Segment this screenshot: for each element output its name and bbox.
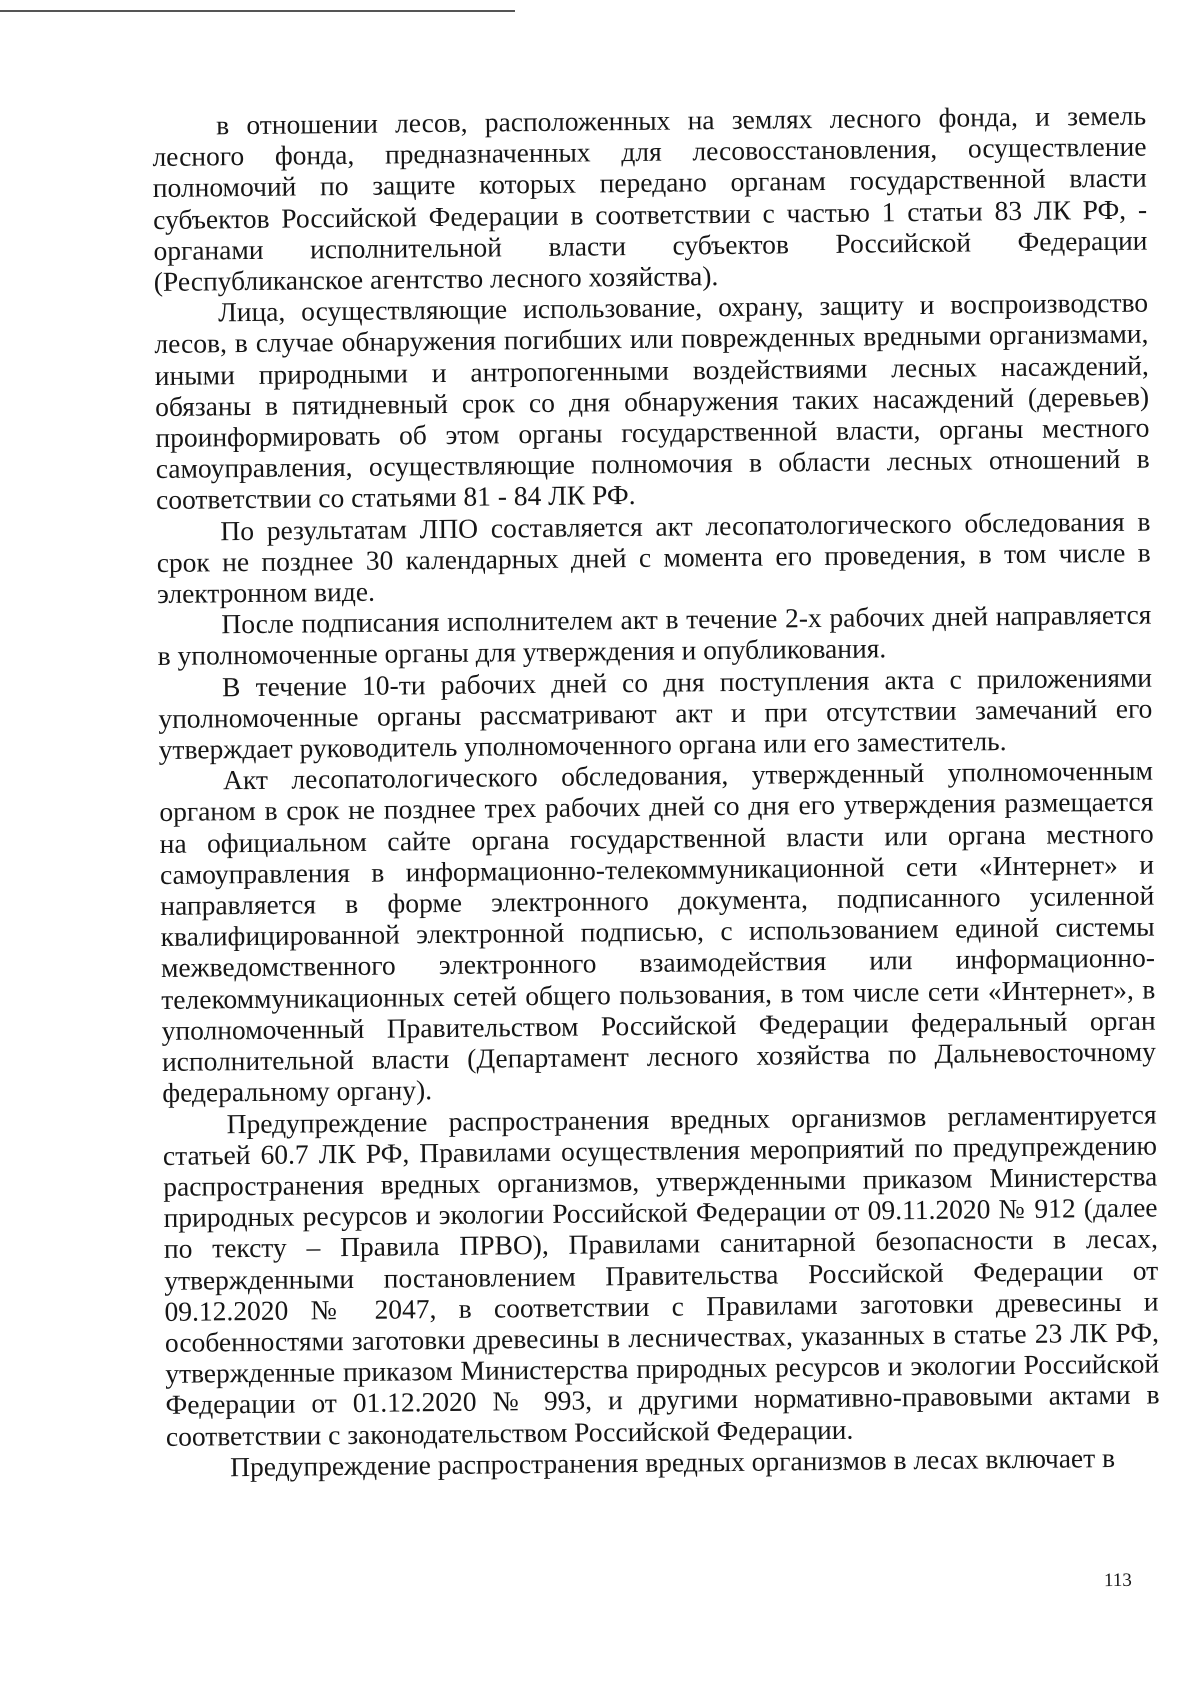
paragraph-6: Акт лесопатологического обследования, утвержденный уполномоченным органом в срок не позднее трех рабочих дней со дня его утверждения размещается на официальном сайте органа государственной власти или органа местного самоуправления в информационно-телекоммуникационной сети «Интернет» и направляется в форме электронного документа, подписанного усиленной квалифицированной электронной подписью, с использованием единой системы межведомственного электронного взаимодействия или информационно-телекоммуникационных сетей общего пользования, в том числе сети «Интернет», в уполномоченный Правительством Российской Федерации федеральный орган исполнительной власти (Департамент лесного хозяйства по Дальневосточному федеральному органу).	[159, 754, 1157, 1109]
paragraph-1: в отношении лесов, расположенных на землях лесного фонда, и земель лесного фонда, предназначенных для лесовосстановления, осуществление полномочий по защите которых передано органам государственной власти субъектов Российской Федерации в соответствии с частью 1 статьи 83 ЛК РФ, - органами исполнительной власти субъектов Российской Федерации (Республиканское агентство лесного хозяйства).	[152, 99, 1148, 298]
paragraph-4: После подписания исполнителем акт в течение 2-х рабочих дней направляется в уполномоченные органы для утверждения и опубликования.	[157, 598, 1152, 672]
scan-edge-line	[0, 10, 515, 12]
document-body	[152, 100, 1160, 1483]
page-number: 113	[1103, 1569, 1132, 1592]
paragraph-2: Лица, осуществляющие использование, охрану, защиту и воспроизводство лесов, в случае обнаружения погибших или поврежденных вредными организмами, иными природными и антропогенными воздействиями лесных насаждений, обязаны в пятидневный срок со дня обнаружения таких насаждений (деревьев) проинформировать об этом органы государственной власти, органы местного самоуправления, осуществляющие полномочия в области лесных отношений в соответствии со статьями 81 - 84 ЛК РФ.	[154, 286, 1150, 516]
paragraph-7: Предупреждение распространения вредных организмов регламентируется статьей 60.7 ЛК РФ, Правилами осуществления мероприятий по предупреждению распространения вредных организмов, утвержденными приказом Министерства природных ресурсов и экологии Российской Федерации от 09.11.2020 № 912 (далее по тексту – Правила ПРВО), Правилами санитарной безопасности в лесах, утвержденными постановлением Правительства Российской Федерации от 09.12.2020 № 2047, в соответствии с Правилами заготовки древесины и особенностями заготовки древесины в лесничествах, указанных в статье 23 ЛК РФ, утвержденные приказом Министерства природных ресурсов и экологии Российской Федерации от 01.12.2020 № 993, и другими нормативно-правовыми актами в соответствии с законодательством Российской Федерации.	[162, 1098, 1160, 1452]
paragraph-5: В течение 10-ти рабочих дней со дня поступления акта с приложениями уполномоченные органы рассматривают акт и при отсутствии замечаний его утверждает руководитель уполномоченного органа или его заместитель.	[158, 661, 1153, 766]
paragraph-8: Предупреждение распространения вредных организмов в лесах включает в	[230, 1441, 1116, 1482]
paragraph-3: По результатам ЛПО составляется акт лесопатологического обследования в срок не позднее 30 календарных дней с момента его проведения, в том числе в электронном виде.	[156, 505, 1151, 610]
